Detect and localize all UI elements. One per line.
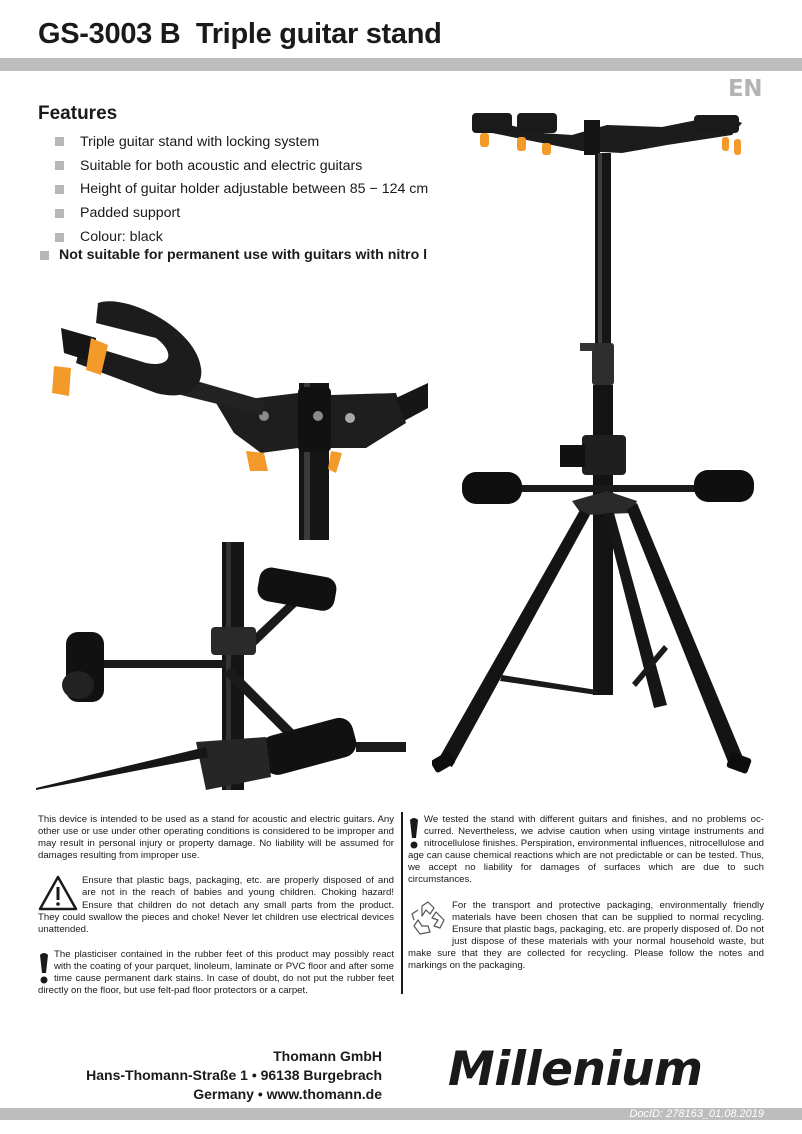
intended-use-notice: This device is intended to be used as a stand for acoustic and electric guitars. Any other use or use under other operating conditions is considered to be improper and may result in personal injury or property damage. No liability will be assumed for damages resulting from improper use. (38, 814, 394, 862)
language-badge: EN (728, 76, 762, 102)
square-bullet-icon (40, 251, 49, 260)
feature-list (55, 130, 428, 249)
padded-support-image (36, 542, 428, 790)
square-bullet-icon (55, 233, 64, 242)
company-address-block (86, 1047, 382, 1104)
choking-hazard-notice (38, 875, 394, 935)
feature-warning-text: Not suitable for permanent use with guitars with nitro l (59, 247, 428, 263)
square-bullet-icon (55, 161, 64, 170)
square-bullet-icon (55, 137, 64, 146)
page-title: GS-3003 B Triple guitar stand (38, 18, 442, 50)
header-divider-bar (0, 58, 802, 71)
feature-text: Colour: black (80, 229, 163, 246)
feature-text: Height of guitar holder adjustable between 85 − 124 cm (80, 181, 429, 198)
feature-item (55, 225, 428, 249)
feature-text: Suitable for both acoustic and electric guitars (80, 157, 363, 174)
recycling-text: For the transport and protective packaging, environmentally friendly materials have been chosen that can be supplied to normal recycling. Ensure that plastic bags, packaging, etc. are properly disposed of. Do not just dispose of these materials with your normal household waste, but make sure that they are collected for recycling. Please follow the notes and markings on the packaging. (408, 899, 764, 972)
photo-full-stand (432, 105, 802, 795)
feature-warning (40, 247, 427, 263)
plasticiser-notice (38, 949, 394, 997)
company-country-website: Germany • www.thomann.de (193, 1086, 382, 1102)
square-bullet-icon (55, 185, 64, 194)
document-id: DocID: 278163_01.08.2019 (629, 1108, 764, 1120)
feature-item (55, 130, 428, 154)
notices-left-column (38, 814, 394, 997)
feature-item (55, 154, 428, 178)
company-name: Thomann GmbH (273, 1048, 382, 1064)
feature-text: Padded support (80, 205, 181, 222)
choking-hazard-text: Ensure that plastic bags, packaging, etc. are properly disposed of and are not in the reach of babies and young children. Choking hazard! Ensure that children do not detach any small parts from the product. They could swallow the pieces and choke! Never let children use electrical devices unattended. (38, 875, 394, 935)
exclamation-icon (38, 951, 50, 985)
exclamation-icon (408, 816, 420, 850)
recycling-icon (408, 900, 448, 938)
plasticiser-text: The plasticiser contained in the rubber feet of this product may possibly react with the coating of your parquet, linoleum, laminate or PVC floor and after some time cause permanent dark stains. In case of doubt, do not put the rubber feet directly on the floor, but use felt-pad floor protectors or a carpet. (38, 948, 394, 997)
feature-item (55, 201, 428, 225)
feature-text: Triple guitar stand with locking system (80, 133, 320, 150)
guitar-holder-head-image (36, 283, 428, 540)
triple-guitar-stand-image (432, 105, 802, 795)
column-divider (401, 812, 403, 994)
square-bullet-icon (55, 209, 64, 218)
finishes-notice (408, 814, 764, 887)
brand-logo: Millenium (448, 1042, 703, 1097)
notices-right-column (408, 814, 764, 972)
feature-item (55, 178, 428, 202)
features-heading: Features (38, 103, 118, 124)
company-address: Hans-Thomann-Straße 1 • 96138 Burgebrach (86, 1067, 382, 1083)
finishes-text: We tested the stand with different guitars and finishes, and no problems oc-curred. Nevertheless, we advise caution when using vintage instruments and nitrocellulose finishes. Perspiration, environmental influences, nitrocellulose and age can cause chemical reactions which are not predictable or can be tested. Thus, we accept no liability for damages of surfaces which are due to such circumstances. (408, 814, 764, 886)
photo-holder-head-detail (36, 283, 428, 540)
photo-base-detail (36, 542, 428, 790)
warning-triangle-icon (38, 875, 78, 911)
recycling-notice (408, 900, 764, 973)
